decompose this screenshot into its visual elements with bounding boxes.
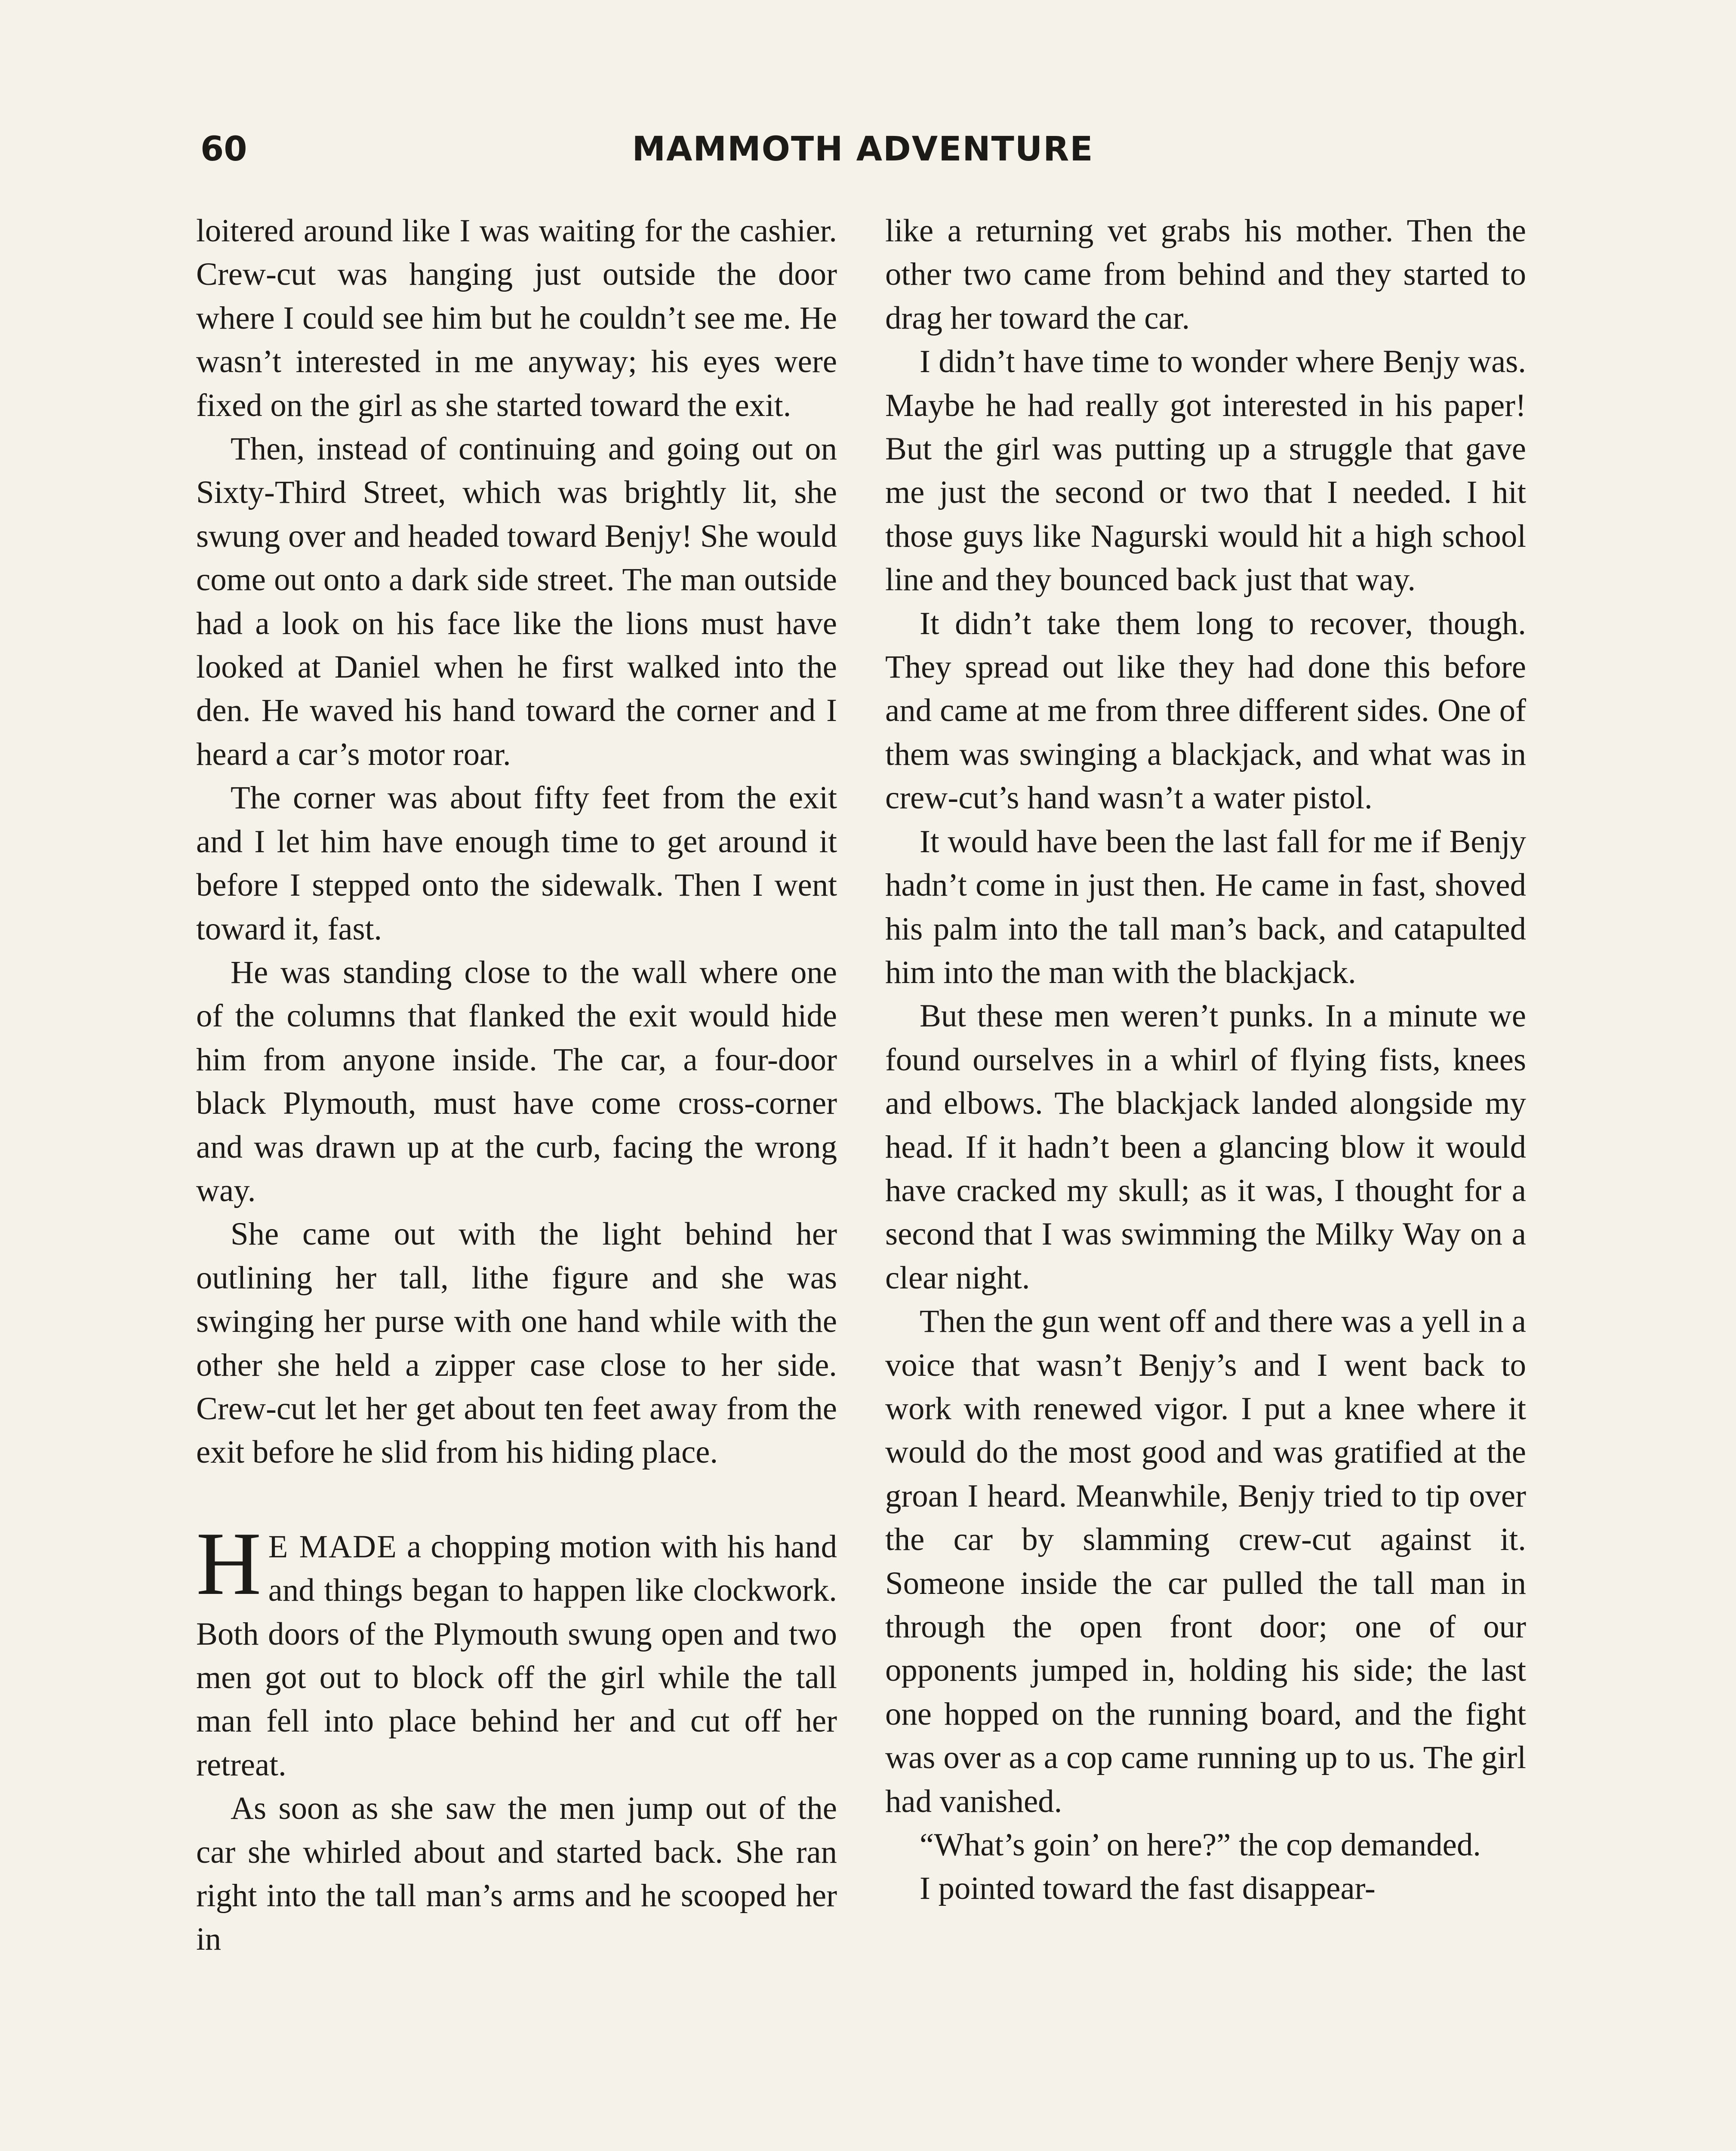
paragraph: like a returning vet grabs his mother. Then the other two came from behind and they started to drag her toward the car. bbox=[885, 213, 1526, 336]
paragraph-with-drop-cap bbox=[196, 1513, 837, 1787]
paragraph: I pointed toward the fast disappear- bbox=[920, 1871, 1376, 1907]
paragraph: Then, instead of continuing and going out on Sixty-Third Street, which was brightly lit, she swung over and headed toward Benjy! She would come out onto a dark side street. The man outside had a look on his face like the lions must have looked at Daniel when he first walked into the den. He waved his hand toward the corner and I heard a car’s motor roar. bbox=[196, 431, 837, 772]
section-break bbox=[196, 1474, 837, 1525]
paragraph: Then the gun went off and there was a yell in a voice that wasn’t Benjy’s and I went back to work with renewed vigor. I put a knee where it would do the most good and was gratified at the groan I heard. Meanwhile, Benjy tried to tip over the car by slamming crew-cut against it. Someone inside the car pulled the tall man in through the open front door; one of our opponents jumped in, holding his side; the last one hopped on the running board, and the fight was over as a cop came running up to us. The girl had vanished. bbox=[885, 1304, 1526, 1819]
paragraph: She came out with the light behind her outlining her tall, lithe figure and she was swinging her purse with one hand while with the other she held a zipper case close to her side. Crew-cut let her get about ten feet away from the exit before he slid from his hiding place. bbox=[196, 1216, 837, 1470]
paragraph: I didn’t have time to wonder where Benjy was. Maybe he had really got interested in his paper! But the girl was putting up a struggle that gave me just the second or two that I needed. I hit those guys like Nagurski would hit a high school line and they bounced back just that way. bbox=[885, 344, 1526, 598]
running-title: MAMMOTH ADVENTURE bbox=[632, 130, 1094, 169]
drop-cap: H bbox=[196, 1513, 262, 1614]
paragraph: loitered around like I was waiting for the cashier. Crew-cut was hanging just outside the door where I could see him but he couldn’t see me. He wasn’t interested in me anyway; his eyes were fixed on the girl as she started toward the exit. bbox=[196, 213, 837, 423]
page-header bbox=[200, 126, 1525, 173]
paragraph: As soon as she saw the men jump out of the car she whirled about and started back. She ran right into the tall man’s arms and he scooped her in bbox=[196, 1790, 837, 1957]
paragraph: It would have been the last fall for me if Benjy hadn’t come in just then. He came in fast, shoved his palm into the tall man’s back, and catapulted him into the man with the blackjack. bbox=[885, 823, 1526, 990]
left-column bbox=[196, 209, 837, 2151]
right-column bbox=[885, 209, 1526, 2151]
paragraph: It didn’t take them long to recover, though. They spread out like they had done this before and came at me from three different sides. One of them was swinging a blackjack, and what was in crew-cut’s hand wasn’t a water pistol. bbox=[885, 605, 1526, 816]
paragraph: “What’s goin’ on here?” the cop demanded. bbox=[920, 1827, 1481, 1863]
paragraph: The corner was about fifty feet from the exit and I let him have enough time to get around it before I stepped onto the sidewalk. Then I went toward it, fast. bbox=[196, 780, 837, 947]
page-number: 60 bbox=[200, 130, 247, 169]
paragraph: But these men weren’t punks. In a minute we found ourselves in a whirl of flying fists, knees and elbows. The blackjack landed alongside my head. If it hadn’t been a glancing blow it would have cracked my skull; as it was, I thought for a second that I was swimming the Milky Way on a clear night. bbox=[885, 998, 1526, 1296]
paragraph: He was standing close to the wall where one of the columns that flanked the exit would hide him from anyone inside. The car, a four-door black Plymouth, must have come cross-corner and was drawn up at the curb, facing the wrong way. bbox=[196, 954, 837, 1208]
lead-in-smallcaps: E MADE bbox=[268, 1529, 397, 1565]
paragraph-text: a chopping motion with his hand and things began to happen like clockwork. Both doors of the Plymouth swung open and two men got out to block off the girl while the tall man fell into place behind her and cut off her retreat. bbox=[196, 1529, 837, 1783]
